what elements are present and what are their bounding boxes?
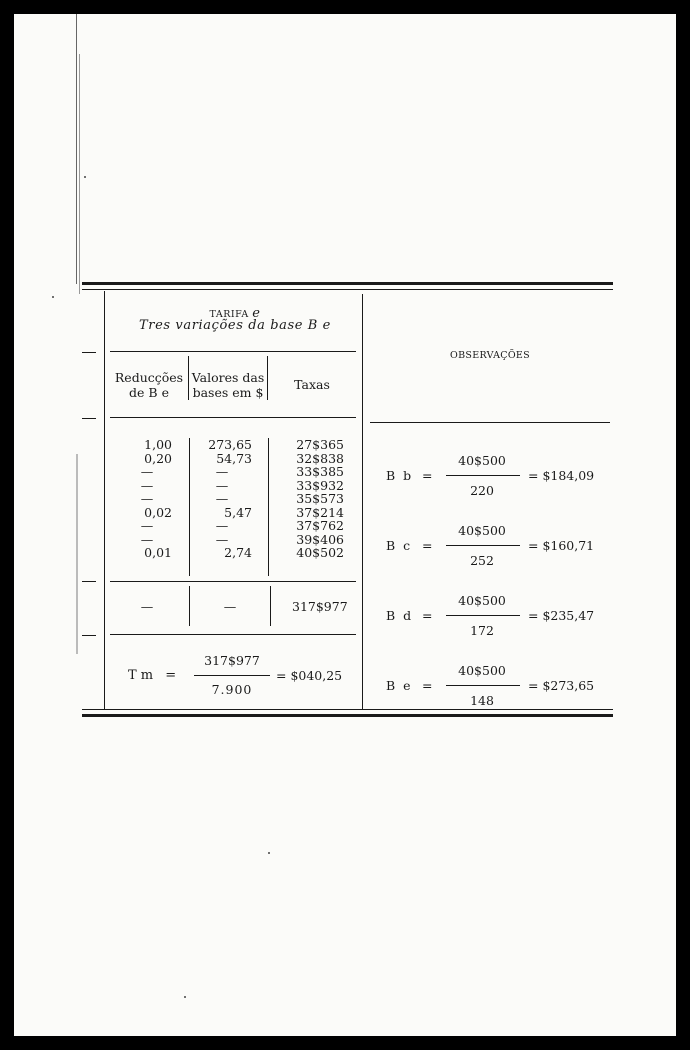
tarifa-subtitle: Tres variações da base B e [139, 318, 331, 333]
document-page [14, 14, 676, 1036]
valor-cell: — [215, 531, 229, 547]
reducao-cell: — [140, 518, 154, 533]
reducao-cell: — [140, 531, 154, 547]
bottom-rule-thin [82, 709, 613, 710]
formula-fraction-bar [446, 615, 520, 616]
top-rule-thin [82, 289, 613, 290]
total-top-rule [110, 581, 356, 582]
total-col-divider [189, 586, 190, 626]
column-valores [192, 438, 252, 560]
margin-bleed-line [76, 454, 78, 654]
valor-cell: — [215, 518, 229, 533]
col-header-reducoes-line2: de B e [129, 385, 169, 400]
bottom-rule-thick [82, 714, 613, 717]
formula-result: = $235,47 [528, 608, 595, 623]
taxa-cell: 40$502 [296, 545, 344, 560]
formula-equals: = [422, 678, 433, 693]
data-col-divider [189, 438, 190, 576]
col-header-valores [188, 370, 268, 400]
column-taxas [282, 438, 344, 560]
margin-tick [82, 352, 96, 353]
taxa-cell: 37$762 [296, 518, 344, 533]
formula-equals: = [422, 538, 433, 553]
table-left-border [104, 291, 105, 709]
reducao-cell: 0,20 [144, 450, 172, 466]
tm-label-text: T m [128, 668, 154, 683]
reducao-cell: 0,01 [144, 545, 172, 560]
margin-tick [82, 418, 96, 419]
formula-label: B b [386, 468, 414, 483]
formula-result: = $273,65 [528, 678, 595, 693]
top-rule-thick [82, 282, 613, 285]
formula-numerator: 40$500 [458, 593, 506, 608]
header-rule [110, 351, 356, 352]
margin-bleed-line [76, 14, 77, 284]
total-bottom-rule [110, 634, 356, 635]
taxa-cell: 33$385 [296, 464, 344, 479]
col-header-reducoes-line1: Reducções [114, 370, 184, 385]
valor-cell: — [215, 477, 229, 493]
formula-fraction-bar [446, 685, 520, 686]
col-header-taxas: Taxas [294, 377, 330, 392]
reducao-cell: — [140, 491, 154, 506]
tm-numerator: 317$977 [204, 653, 260, 668]
tm-fraction-bar [194, 675, 270, 676]
formula-label: B c [386, 538, 413, 553]
tarifa-heading-text: TARIFA [209, 309, 249, 320]
taxa-cell: 27$365 [296, 437, 344, 452]
total-valores: — [223, 599, 237, 614]
ink-speck [84, 176, 86, 178]
formula-denominator: 220 [470, 483, 494, 498]
tm-equals: = [165, 668, 177, 683]
taxa-cell: 39$406 [296, 531, 344, 547]
valor-cell: 54,73 [216, 450, 252, 466]
column-reducoes [122, 438, 172, 560]
tm-denominator: 7.900 [211, 682, 253, 697]
ink-speck [268, 852, 270, 854]
total-taxas: 317$977 [292, 599, 348, 614]
taxa-cell: 35$573 [296, 491, 344, 506]
valor-cell: 2,74 [224, 545, 252, 560]
reducao-cell: — [140, 477, 154, 493]
ink-speck [184, 996, 186, 998]
observacoes-rule [370, 422, 610, 423]
total-reducoes: — [140, 599, 154, 614]
formula-label: B e [386, 678, 413, 693]
formula-label: B d [386, 608, 414, 623]
formula-denominator: 148 [470, 693, 494, 708]
formula-result: = $184,09 [528, 468, 595, 483]
header-bottom-rule [110, 417, 356, 418]
formula-numerator: 40$500 [458, 453, 506, 468]
total-col-divider [270, 586, 271, 626]
margin-tick [82, 635, 96, 636]
col-header-reducoes [112, 370, 186, 400]
reducao-cell: — [140, 464, 154, 479]
valor-cell: 273,65 [208, 437, 252, 452]
reducao-cell: 0,02 [144, 504, 172, 520]
data-col-divider [268, 438, 269, 576]
ink-speck [52, 296, 54, 298]
reducao-cell: 1,00 [144, 437, 172, 452]
taxa-cell: 32$838 [296, 450, 344, 466]
formula-numerator: 40$500 [458, 663, 506, 678]
tm-result: = $040,25 [276, 668, 343, 683]
tarifa-heading-letter: e [252, 306, 261, 321]
formula-equals: = [422, 608, 433, 623]
taxa-cell: 37$214 [296, 504, 344, 520]
taxa-cell: 33$932 [296, 477, 344, 493]
formula-numerator: 40$500 [458, 523, 506, 538]
margin-tick [82, 581, 96, 582]
formula-fraction-bar [446, 545, 520, 546]
valor-cell: 5,47 [224, 504, 252, 520]
formula-equals: = [422, 468, 433, 483]
tm-label [128, 669, 176, 683]
margin-bleed-line [79, 54, 80, 294]
formula-denominator: 172 [470, 623, 494, 638]
table-divider [362, 294, 363, 709]
valor-cell: — [215, 464, 229, 479]
col-header-valores-line2: bases em $ [192, 385, 264, 400]
observacoes-heading: OBSERVAÇÕES [450, 350, 530, 361]
valor-cell: — [215, 491, 229, 506]
formula-fraction-bar [446, 475, 520, 476]
col-header-valores-line1: Valores das [191, 370, 265, 385]
formula-result: = $160,71 [528, 538, 595, 553]
formula-denominator: 252 [470, 553, 494, 568]
